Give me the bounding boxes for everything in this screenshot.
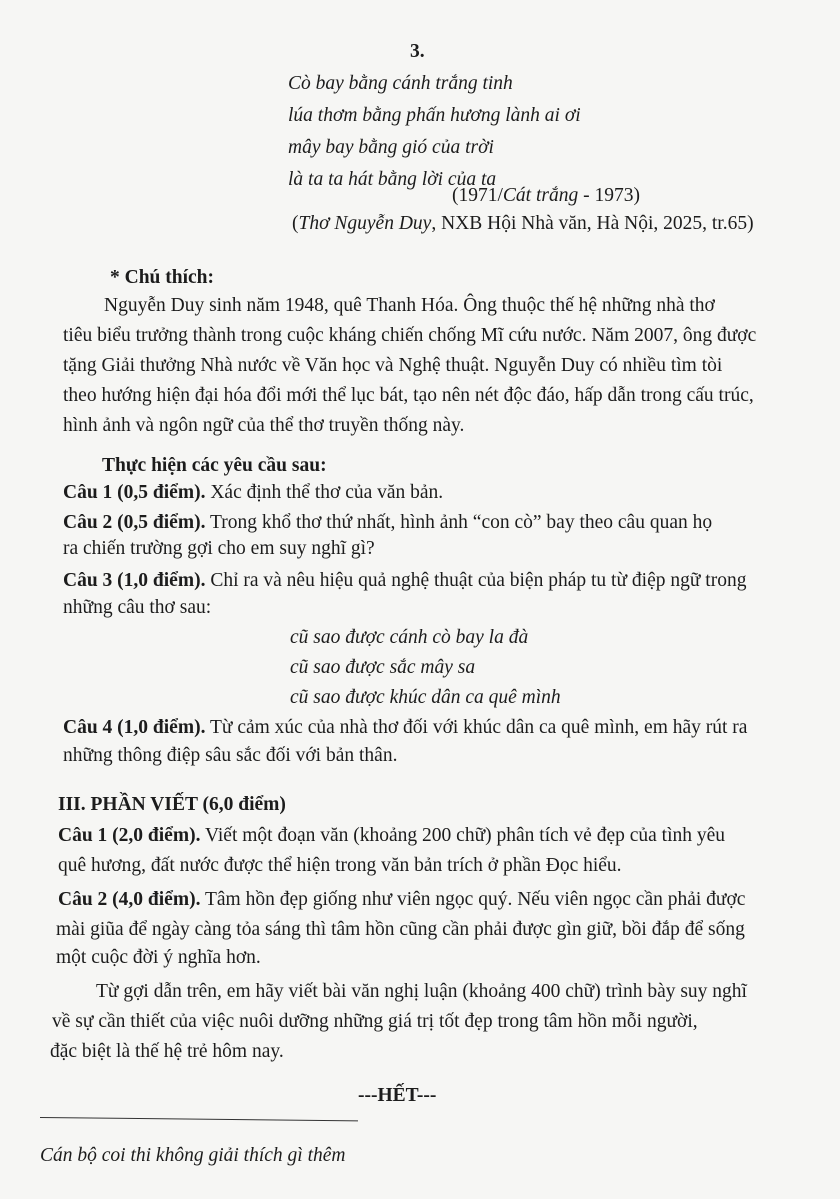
verse-line: cũ sao được cánh cò bay la đà [290,627,529,648]
poem-line: lúa thơm bằng phấn hương lành ai ơi [288,105,581,126]
writing-question-2: Câu 2 (4,0 điểm). Tâm hồn đẹp giống như viên ngọc quý. Nếu viên ngọc cần phải được [58,889,746,910]
poem-source: (Thơ Nguyễn Duy, NXB Hội Nhà văn, Hà Nội, 2025, tr.65) [292,213,754,234]
note-line: theo hướng hiện đại hóa đổi mới thể lục bát, tạo nên nét độc đáo, hấp dẫn trong cấu trúc, [63,385,754,406]
question-2-line2: ra chiến trường gợi cho em suy nghĩ gì? [63,538,375,559]
footer-note: Cán bộ coi thi không giải thích gì thêm [40,1145,346,1166]
end-mark: ---HẾT--- [358,1085,437,1106]
note-line: tiêu biểu trưởng thành trong cuộc kháng chiến chống Mĩ cứu nước. Năm 2007, ông được [63,325,757,346]
poem-date: (1971/Cát trắng - 1973) [452,185,640,206]
note-line: Nguyễn Duy sinh năm 1948, quê Thanh Hóa. Ông thuộc thế hệ những nhà thơ [104,295,715,316]
poem-line: mây bay bằng gió của trời [288,137,494,158]
writing-question-2-line2: mài giũa để ngày càng tỏa sáng thì tâm hồn cũng cần phải được gìn giữ, bồi đắp để sống [56,919,745,940]
poem-number: 3. [410,41,425,62]
tasks-heading: Thực hiện các yêu cầu sau: [102,455,327,476]
note-heading: * Chú thích: [110,267,215,288]
writing-question-1: Câu 1 (2,0 điểm). Viết một đoạn văn (khoảng 200 chữ) phân tích vẻ đẹp của tình yêu [58,825,726,846]
question-3-line2: những câu thơ sau: [63,597,212,618]
writing-paragraph-line: Từ gợi dẫn trên, em hãy viết bài văn nghị luận (khoảng 400 chữ) trình bày suy nghĩ [96,981,747,1002]
footer-divider [40,1117,358,1121]
question-4-line2: những thông điệp sâu sắc đối với bản thân. [63,745,398,766]
poem-line: là ta ta hát bằng lời của ta [288,169,497,190]
writing-paragraph-line: đặc biệt là thế hệ trẻ hôm nay. [50,1041,284,1062]
poem-line: Cò bay bằng cánh trắng tinh [288,73,513,94]
question-4: Câu 4 (1,0 điểm). Từ cảm xúc của nhà thơ đối với khúc dân ca quê mình, em hãy rút ra [63,717,748,738]
verse-line: cũ sao được sắc mây sa [290,657,476,678]
writing-heading: III. PHẦN VIẾT (6,0 điểm) [58,794,286,815]
verse-line: cũ sao được khúc dân ca quê mình [290,687,561,708]
writing-paragraph-line: về sự cần thiết của việc nuôi dưỡng những giá trị tốt đẹp trong tâm hồn mỗi người, [52,1011,698,1032]
note-line: hình ảnh và ngôn ngữ của thể thơ truyền thống này. [63,415,465,436]
question-1: Câu 1 (0,5 điểm). Xác định thể thơ của văn bản. [63,482,444,503]
note-line: tặng Giải thưởng Nhà nước về Văn học và Nghệ thuật. Nguyễn Duy có nhiều tìm tòi [63,355,723,376]
writing-question-2-line3: một cuộc đời ý nghĩa hơn. [56,947,261,968]
question-3: Câu 3 (1,0 điểm). Chỉ ra và nêu hiệu quả nghệ thuật của biện pháp tu từ điệp ngữ trong [63,570,747,591]
writing-question-1-line2: quê hương, đất nước được thể hiện trong văn bản trích ở phần Đọc hiểu. [58,855,622,876]
question-2: Câu 2 (0,5 điểm). Trong khổ thơ thứ nhất, hình ảnh “con cò” bay theo câu quan họ [63,512,713,533]
